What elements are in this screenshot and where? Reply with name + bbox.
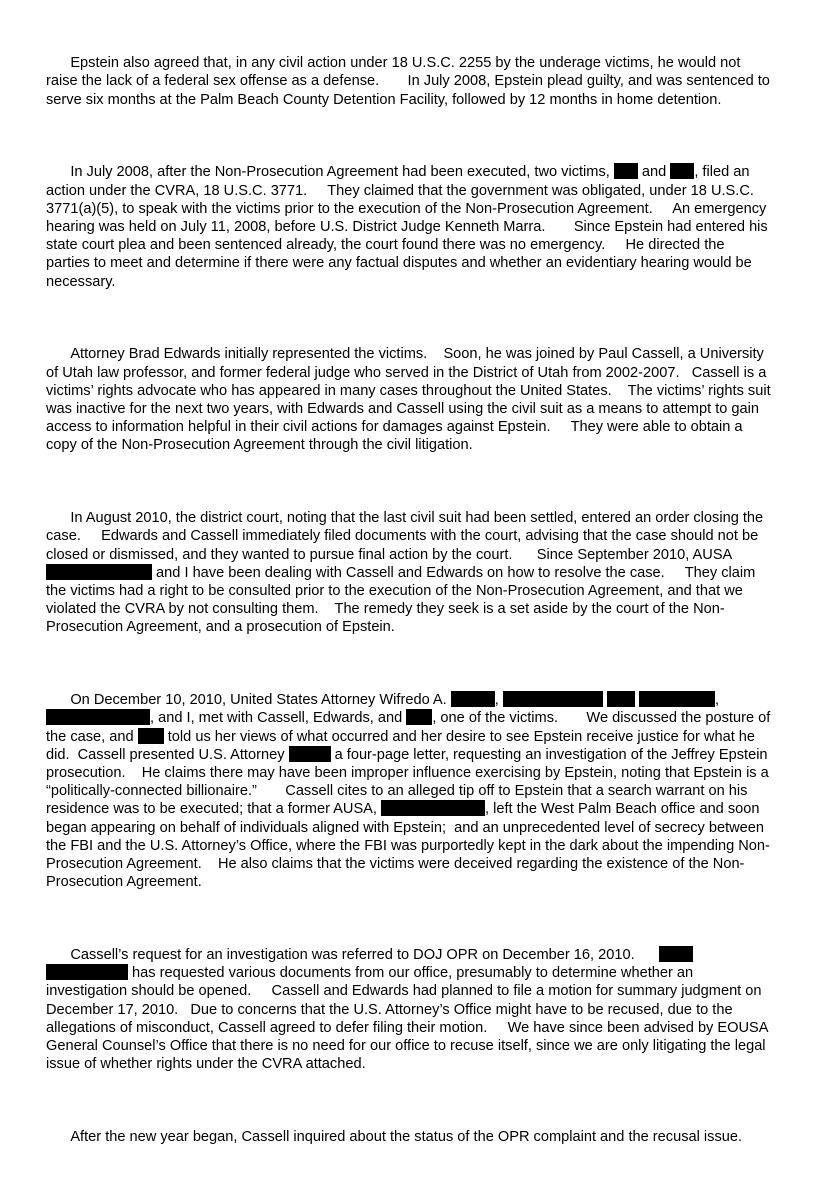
paragraph-text: On December 10, 2010, United States Attorney Wifredo A. — [70, 692, 451, 709]
redaction-block — [46, 564, 152, 580]
paragraph-text: Attorney Brad Edwards initially represented the victims. Soon, he was joined by Paul Cassell, a University of Utah law professor, and former federal judge who served in the District of Utah from 2002-2007. Cassell is a victims’ rights advocate who has appeared in many cases throughout the United States. The victims’ rights suit was inactive for the next two years, with Edwards and Cassell using the civil suit as a means to attempt to gain access to information helpful in their civil actions for damages against Epstein. They were able to obtain a copy of the Non-Prosecution Agreement through the civil litigation. — [46, 346, 775, 454]
paragraph-text: , and I, met with Cassell, Edwards, and — [150, 710, 407, 727]
paragraph-text: and I have been dealing with Cassell and Edwards on how to resolve the case. They claim the victims had a right to be consulted prior to the execution of the Non-Prosecution Agreement, and that we violated the CVRA by not consulting them. The remedy they seek is a set aside by the court of the Non-Prosecution Agreement, and a prosecution of Epstein. — [46, 564, 760, 636]
redaction-block — [381, 800, 485, 816]
paragraph-text: After the new year began, Cassell inquired about the status of the OPR complaint and the recusal issue. — [70, 1129, 743, 1146]
redaction-block — [503, 691, 603, 707]
paragraph-text: In July 2008, after the Non-Prosecution Agreement had been executed, two victims, — [70, 164, 614, 181]
paragraph-text: , — [715, 692, 724, 709]
paragraph-text: and — [637, 164, 671, 181]
document-body — [46, 36, 775, 1183]
paragraph-text: told us her views of what occurred and her desire to see Epstein receive justice for what he did. Cassell presented U.S. Attorney — [46, 728, 760, 763]
redaction-block — [46, 709, 150, 725]
redaction-block — [289, 746, 331, 762]
paragraph-text: Cassell’s request for an investigation was referred to DOJ OPR on December 16, 2010. — [70, 947, 659, 964]
redaction-block — [406, 709, 432, 725]
paragraph-new-year — [46, 1110, 772, 1165]
paragraph-text: , — [494, 692, 503, 709]
paragraph-text: , one of the victims. We discussed the posture of the case, and — [46, 710, 775, 745]
paragraph-text: a four-page letter, requesting an investigation of the Jeffrey Epstein prosecution. He claims there may have been improper influence exercising by Epstein, noting that Epstein is a “politically-connected billionaire.” Cassell cites to an alleged tip off to Epstein that a search warrant on his residence was to be executed; that a former AUSA, — [46, 746, 773, 818]
redaction-block — [659, 946, 693, 962]
redaction-block — [607, 691, 635, 707]
paragraph-opr-referral — [46, 928, 772, 1092]
redaction-block — [670, 163, 694, 179]
paragraph-case-closing — [46, 491, 772, 655]
paragraph-text: Epstein also agreed that, in any civil action under 18 U.S.C. 2255 by the underage victims, he would not raise the lack of a federal sex offense as a defense. In July 2008, Epstein plead guilty, and was sentenced to serve six months at the Palm Beach County Detention Facility, followed by 12 months in home detention. — [46, 55, 774, 108]
paragraph-counsel — [46, 327, 775, 473]
paragraph-cvra-action — [46, 145, 772, 309]
redaction-block — [451, 691, 495, 707]
paragraph-text: , left the West Palm Beach office and soon began appearing on behalf of individuals aligned with Epstein; and an unprecedented level of secrecy between the FBI and the U.S. Attorney’s Office, where the FBI was purportedly kept in the dark about the impending Non-Prosecution Agreement. He also claims that the victims were deceived regarding the existence of the Non-Prosecution Agreement. — [46, 801, 770, 891]
redaction-block — [46, 964, 128, 980]
redaction-block — [138, 728, 164, 744]
redaction-block — [614, 163, 638, 179]
redaction-block — [639, 691, 715, 707]
paragraph-plea-agreement — [46, 36, 772, 127]
paragraph-text: , filed an action under the CVRA, 18 U.S.C. 3771. They claimed that the government was obligated, under 18 U.S.C. 3771(a)(5), to speak with the victims prior to the execution of the Non-Prosecution Agreement. An emergency hearing was held on July 11, 2008, before U.S. District Judge Kenneth Marra. Since Epstein had entered his state court plea and been sentenced already, the court found there was no emergency. He directed the parties to meet and determine if there were any factual disputes and whether an evidentiary hearing would be necessary. — [46, 164, 772, 290]
paragraph-text: In August 2010, the district court, noting that the last civil suit had been settled, entered an order closing the case. Edwards and Cassell immediately filed documents with the court, advising that the case should not be closed or dismissed, and they wanted to pursue final action by the court. Since September 2010, AUSA — [46, 510, 768, 563]
paragraph-text: has requested various documents from our office, presumably to determine whether an investigation should be opened. Cassell and Edwards had planned to file a motion for summary judgment on December 17, 2010. Due to concerns that the U.S. Attorney’s Office might have to be recused, due to the allegations of misconduct, Cassell agreed to defer filing their motion. We have since been advised by EOUSA General Counsel’s Office that there is no need for our office to recuse itself, since we are only litigating the legal issue of whether rights under the CVRA attached. — [46, 965, 772, 1073]
paragraph-text — [693, 947, 697, 963]
paragraph-december-meeting — [46, 673, 775, 910]
